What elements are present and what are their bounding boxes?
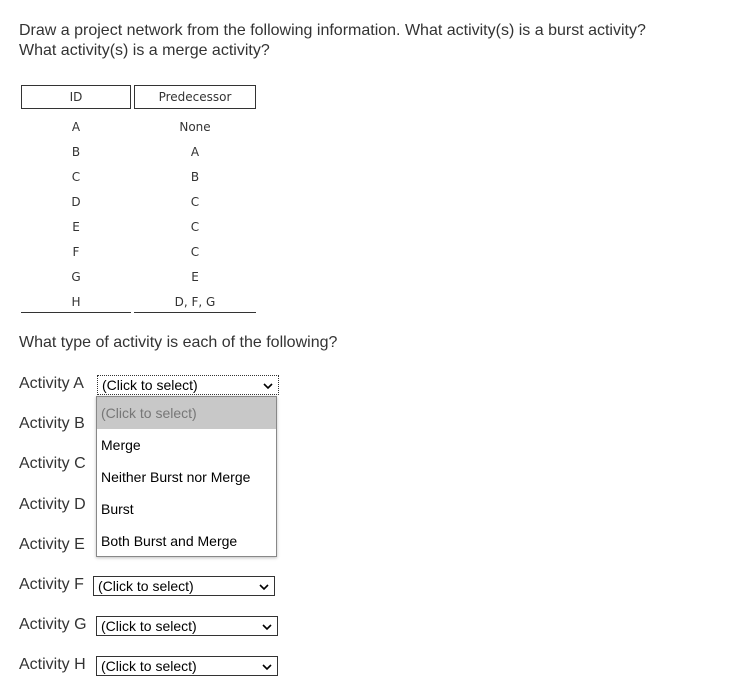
activity-label-f: Activity F [19,576,84,593]
question-line-1: Draw a project network from the following information. What activity(s) is a burst activity? [19,22,646,39]
activity-label-b: Activity B [19,415,85,432]
table-header-id: ID [21,85,131,109]
select-value: (Click to select) [101,658,197,674]
chevron-down-icon [261,621,273,633]
activity-g-select[interactable] [96,616,278,636]
table-cell-id: A [71,119,81,134]
table-cell-predecessor: D, F, G [174,294,216,309]
table-cell-predecessor: C [190,219,200,234]
activity-label-a: Activity A [19,375,84,392]
table-cell-id: F [72,244,80,259]
chevron-down-icon [258,581,270,593]
table-cell-predecessor: B [190,169,200,184]
activity-label-c: Activity C [19,455,86,472]
table-bottom-rule [21,312,131,313]
table-cell-predecessor: C [190,244,200,259]
select-value: (Click to select) [101,618,197,634]
table-cell-id: B [71,144,81,159]
dropdown-option-merge[interactable]: Merge [101,437,141,453]
table-cell-id: E [72,219,80,234]
dropdown-option-burst[interactable]: Burst [101,501,134,517]
activity-f-select[interactable] [93,576,275,596]
dropdown-option-neither[interactable]: Neither Burst nor Merge [101,469,251,485]
table-cell-predecessor: A [190,144,200,159]
activity-a-select[interactable] [97,375,279,395]
dropdown-option-click-to-select[interactable]: (Click to select) [97,397,276,429]
activity-a-dropdown-list[interactable] [96,396,277,557]
table-cell-id: C [71,169,81,184]
question-line-2: What activity(s) is a merge activity? [19,42,270,59]
activity-label-d: Activity D [19,496,86,513]
table-cell-predecessor: E [191,269,199,284]
activity-label-h: Activity H [19,656,86,673]
question-text [19,21,719,61]
chevron-down-icon [261,661,273,673]
activity-h-select[interactable] [96,656,278,676]
table-header-predecessor: Predecessor [134,85,256,109]
table-cell-predecessor: C [190,194,200,209]
chevron-down-icon [262,380,274,392]
subquestion-text: What type of activity is each of the following? [19,334,338,351]
table-cell-predecessor: None [179,119,211,134]
activity-label-g: Activity G [19,616,87,633]
table-bottom-rule [134,312,256,313]
activity-label-e: Activity E [19,536,85,553]
select-value: (Click to select) [102,377,198,393]
table-cell-id: D [71,194,81,209]
dropdown-option-both[interactable]: Both Burst and Merge [101,533,238,549]
table-cell-id: G [71,269,81,284]
table-cell-id: H [71,294,81,309]
select-value: (Click to select) [98,578,194,594]
